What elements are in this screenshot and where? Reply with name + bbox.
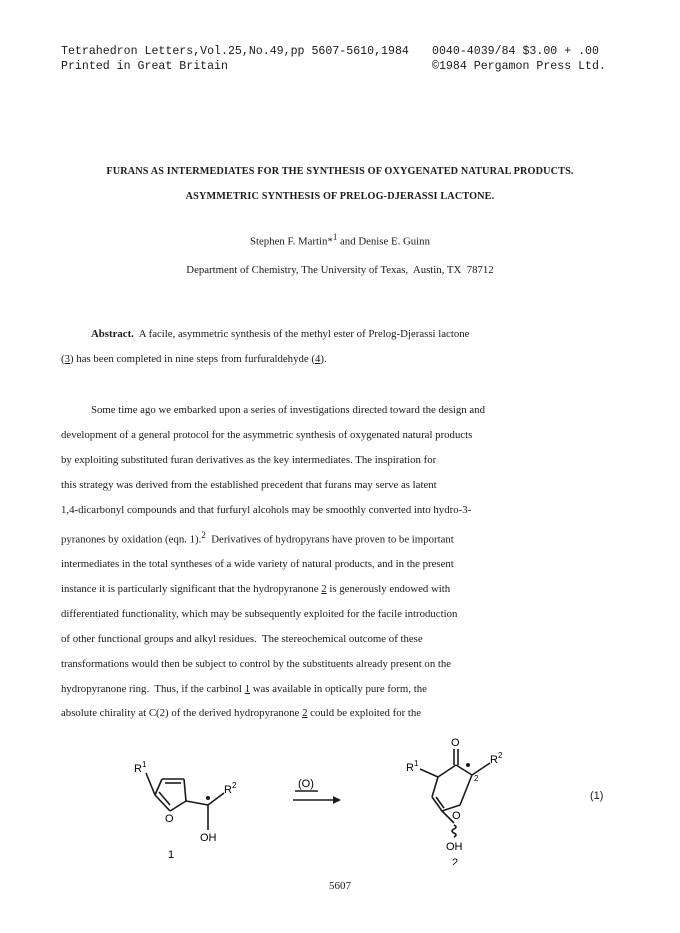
body-line: development of a general protocol for the asymmetric synthesis of oxygenated natural products — [61, 428, 473, 441]
body-line — [61, 701, 626, 726]
reaction-scheme — [0, 735, 680, 865]
author-martin: Stephen F. Martin* — [250, 235, 333, 248]
furan-compound-1 — [146, 773, 224, 830]
compound-number-1: 1 — [168, 849, 175, 861]
abstract-line2 — [61, 347, 626, 372]
furan-oxygen: O — [165, 813, 174, 825]
c2-position-label: 2 — [474, 774, 479, 783]
r2-label-product: $R^2$ — [490, 751, 503, 766]
body-text-segment: absolute chirality at C(2) of the derived hydropyranone — [61, 707, 303, 720]
reaction-arrow — [293, 796, 341, 804]
copyright-line: ©1984 Pergamon Press Ltd. — [432, 60, 606, 73]
printed-in-line: Printed in Great Britain — [61, 60, 228, 73]
hydroxyl-label: OH — [200, 832, 217, 844]
equation-label: (1) — [590, 790, 604, 802]
abstract-text1: A facile, asymmetric synthesis of the methyl ester of Prelog-Djerassi lactone — [138, 328, 470, 340]
body-line: this strategy was derived from the established precedent that furans may serve as latent — [61, 478, 437, 491]
abstract-label: Abstract. — [91, 328, 134, 340]
body-line: of other functional groups and alkyl residues. The stereochemical outcome of these — [61, 632, 423, 645]
r1-label-product: $R^1$ — [406, 759, 419, 774]
body-text-segment: was available in optically pure form, the — [250, 682, 427, 695]
compound-ref-3: 3 — [64, 353, 71, 365]
journal-citation-line1: Tetrahedron Letters,Vol.25,No.49,pp 5607-5610,1984 — [61, 45, 409, 58]
compound-ref-4: 4 — [314, 353, 321, 365]
body-line: by exploiting substituted furan derivatives as the key intermediates. The inspiration for — [61, 453, 437, 466]
reference-mark-2: 2 — [201, 529, 206, 540]
issn-price: 0040-4039/84 $3.00 + .00 — [432, 45, 599, 58]
body-line: 1,4-dicarbonyl compounds and that furfuryl alcohols may be smoothly converted into hydro-3- — [61, 503, 472, 516]
compound-number-2: 2 — [452, 857, 459, 865]
ring-oxygen: O — [452, 810, 461, 822]
abstract-paren-open: ( — [61, 353, 65, 365]
abstract-paren-close: ). — [320, 353, 327, 365]
paper-title-line2: ASYMMETRIC SYNTHESIS OF PRELOG-DJERASSI LACTONE. — [185, 191, 495, 202]
issn-copyright — [432, 44, 606, 74]
author-joiner: and — [337, 235, 359, 248]
body-line — [61, 677, 626, 702]
body-text-segment: pyranones by oxidation (eqn. 1). — [61, 533, 202, 546]
abstract-text2: ) has been completed in nine steps from furfuraldehyde ( — [70, 353, 315, 365]
body-line: intermediates in the total syntheses of a wide variety of natural products, and in the present — [61, 558, 454, 571]
author-footnote-mark: 1 — [332, 232, 338, 242]
abstract — [61, 322, 626, 372]
page-number: 5607 — [329, 880, 351, 892]
journal-citation — [61, 44, 409, 74]
hydropyranone-compound-2 — [420, 749, 490, 837]
r1-label: $R^1$ — [134, 760, 147, 775]
body-line — [61, 523, 626, 553]
oxidation-reagent: (O) — [298, 778, 314, 790]
paper-title-line1: FURANS AS INTERMEDIATES FOR THE SYNTHESIS OF OXYGENATED NATURAL PRODUCTS. — [106, 166, 574, 177]
compound-ref-1: 1 — [244, 682, 251, 695]
body-text-segment: could be exploited for the — [307, 707, 422, 720]
body-text-segment: Derivatives of hydropyrans have proven to be important — [205, 533, 454, 546]
body-line: differentiated functionality, which may be subsequently exploited for the facile introduction — [61, 607, 458, 620]
body-line: transformations would then be subject to control by the substituents already present on the — [61, 657, 452, 670]
hydroxyl-label-product: OH — [446, 841, 463, 853]
author-line — [0, 232, 680, 248]
stereocenter-dot — [206, 796, 210, 800]
body-text-segment: is generously endowed with — [326, 582, 451, 595]
abstract-line1 — [61, 322, 626, 347]
body-paragraph — [61, 398, 626, 726]
compound-ref-2: 2 — [302, 707, 308, 720]
body-line: Some time ago we embarked upon a series of investigations directed toward the design and — [91, 404, 485, 416]
author-guinn: Denise E. Guinn — [358, 235, 430, 248]
r2-label: $R^2$ — [224, 781, 237, 796]
body-text-segment: hydropyranone ring. Thus, if the carbinol — [61, 682, 245, 695]
affiliation: Department of Chemistry, The University of Texas, Austin, TX 78712 — [186, 264, 494, 276]
body-line — [61, 577, 626, 602]
body-text-segment: instance it is particularly significant that the hydropyranone — [61, 582, 322, 595]
carbonyl-oxygen: O — [451, 737, 460, 749]
compound-ref-2: 2 — [321, 582, 327, 595]
stereocenter-dot-2 — [466, 763, 470, 767]
